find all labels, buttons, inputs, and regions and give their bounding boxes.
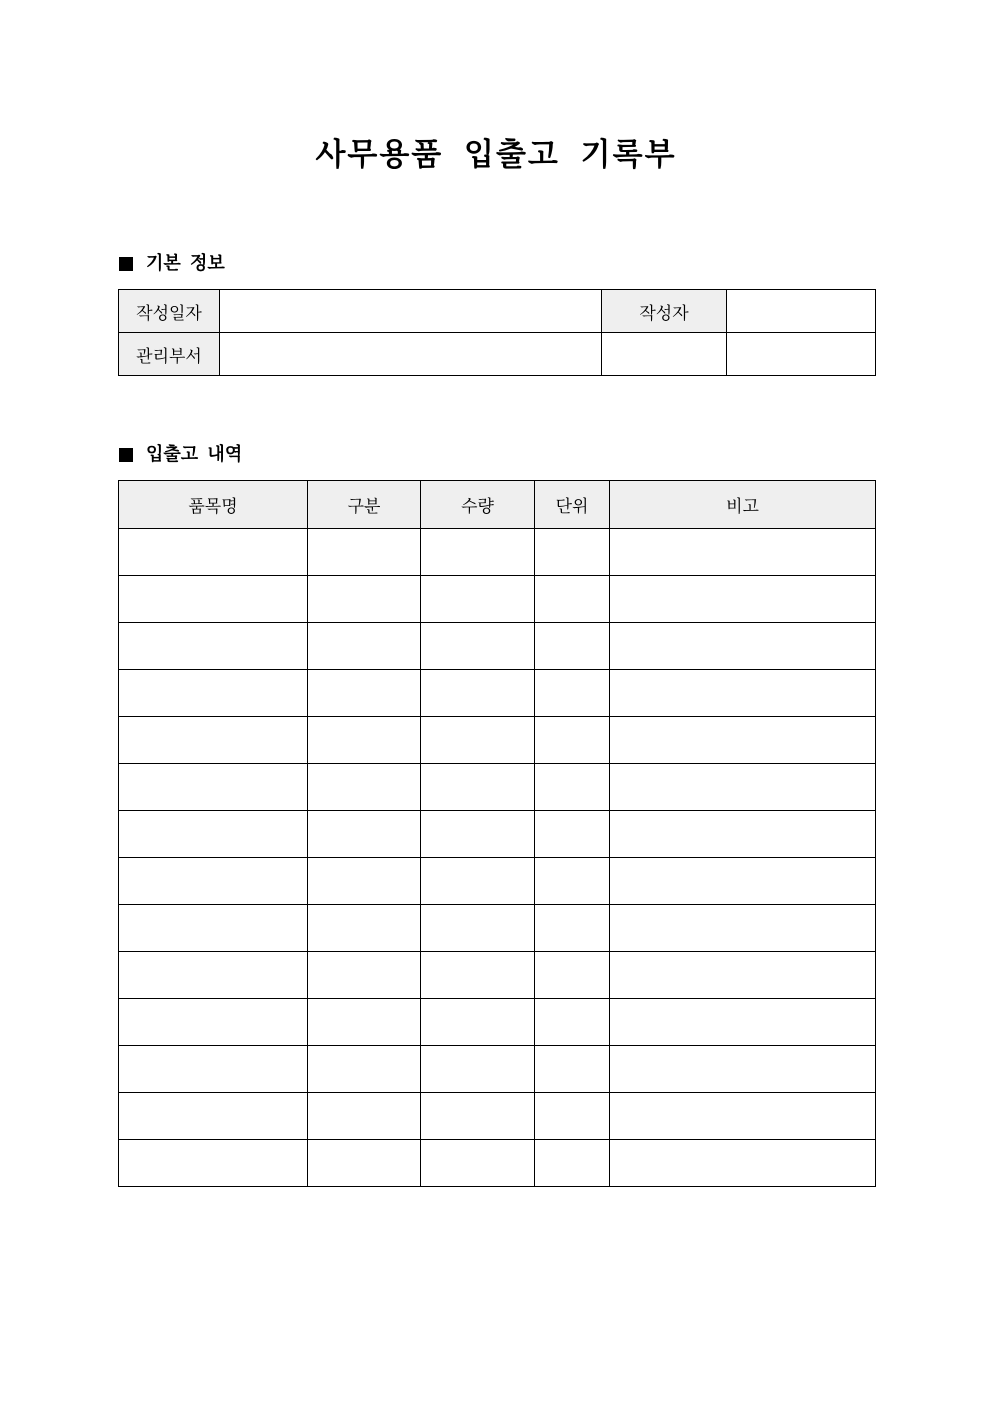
cell-item-name[interactable] [119,1140,308,1187]
cell-remarks[interactable] [610,811,876,858]
cell-unit[interactable] [535,952,610,999]
table-row [119,811,876,858]
cell-item-name[interactable] [119,576,308,623]
cell-quantity[interactable] [421,858,535,905]
cell-item-name[interactable] [119,670,308,717]
cell-quantity[interactable] [421,529,535,576]
table-row [119,623,876,670]
label-department: 관리부서 [119,333,220,376]
cell-quantity[interactable] [421,999,535,1046]
date-field[interactable] [220,290,602,333]
table-header-row [119,481,876,529]
cell-remarks[interactable] [610,1140,876,1187]
cell-unit[interactable] [535,811,610,858]
cell-unit[interactable] [535,858,610,905]
cell-quantity[interactable] [421,764,535,811]
cell-item-name[interactable] [119,811,308,858]
cell-type[interactable] [308,576,421,623]
cell-item-name[interactable] [119,529,308,576]
cell-remarks[interactable] [610,717,876,764]
cell-type[interactable] [308,764,421,811]
cell-quantity[interactable] [421,623,535,670]
cell-quantity[interactable] [421,1046,535,1093]
cell-unit[interactable] [535,623,610,670]
cell-type[interactable] [308,529,421,576]
cell-type[interactable] [308,1046,421,1093]
cell-item-name[interactable] [119,764,308,811]
cell-type[interactable] [308,670,421,717]
cell-unit[interactable] [535,670,610,717]
cell-item-name[interactable] [119,623,308,670]
cell-quantity[interactable] [421,1140,535,1187]
cell-item-name[interactable] [119,952,308,999]
basic-info-table [118,289,876,376]
table-row [119,576,876,623]
cell-type[interactable] [308,623,421,670]
cell-unit[interactable] [535,905,610,952]
table-row [119,858,876,905]
cell-remarks[interactable] [610,576,876,623]
table-row [119,1140,876,1187]
cell-type[interactable] [308,717,421,764]
document-title: 사무용품 입출고 기록부 [315,137,677,173]
cell-item-name[interactable] [119,1046,308,1093]
section-heading-label: 기본 정보 [146,253,225,274]
table-row [119,1093,876,1140]
cell-remarks[interactable] [610,999,876,1046]
column-header-quantity: 수량 [421,481,535,529]
cell-quantity[interactable] [421,670,535,717]
cell-unit[interactable] [535,999,610,1046]
cell-quantity[interactable] [421,811,535,858]
cell-unit[interactable] [535,576,610,623]
table-row [119,717,876,764]
cell-type[interactable] [308,999,421,1046]
cell-type[interactable] [308,1140,421,1187]
cell-type[interactable] [308,1093,421,1140]
cell-quantity[interactable] [421,905,535,952]
section-heading-log [119,443,242,467]
author-field[interactable] [727,290,876,333]
column-header-type: 구분 [308,481,421,529]
cell-item-name[interactable] [119,858,308,905]
table-row [119,529,876,576]
cell-item-name[interactable] [119,717,308,764]
section-heading-basic-info [119,252,225,276]
cell-item-name[interactable] [119,1093,308,1140]
column-header-item-name: 품목명 [119,481,308,529]
cell-item-name[interactable] [119,905,308,952]
extra-value-cell[interactable] [727,333,876,376]
cell-remarks[interactable] [610,858,876,905]
square-bullet-icon [119,448,133,462]
cell-unit[interactable] [535,717,610,764]
column-header-unit: 단위 [535,481,610,529]
cell-remarks[interactable] [610,1093,876,1140]
cell-type[interactable] [308,952,421,999]
cell-type[interactable] [308,905,421,952]
table-row [119,999,876,1046]
square-bullet-icon [119,257,133,271]
cell-unit[interactable] [535,1093,610,1140]
cell-quantity[interactable] [421,952,535,999]
column-header-remarks: 비고 [610,481,876,529]
cell-unit[interactable] [535,1140,610,1187]
table-row [119,333,876,376]
table-row [119,1046,876,1093]
extra-label-cell[interactable] [602,333,727,376]
cell-remarks[interactable] [610,764,876,811]
cell-unit[interactable] [535,764,610,811]
cell-quantity[interactable] [421,1093,535,1140]
cell-remarks[interactable] [610,1046,876,1093]
cell-unit[interactable] [535,529,610,576]
cell-quantity[interactable] [421,576,535,623]
table-row [119,905,876,952]
cell-remarks[interactable] [610,952,876,999]
cell-remarks[interactable] [610,670,876,717]
cell-item-name[interactable] [119,999,308,1046]
table-row [119,670,876,717]
cell-remarks[interactable] [610,623,876,670]
cell-quantity[interactable] [421,717,535,764]
section-heading-label: 입출고 내역 [146,444,243,465]
cell-type[interactable] [308,858,421,905]
label-date: 작성일자 [119,290,220,333]
cell-type[interactable] [308,811,421,858]
cell-unit[interactable] [535,1046,610,1093]
table-row [119,764,876,811]
inout-log-table [118,480,876,1187]
cell-remarks[interactable] [610,905,876,952]
department-field[interactable] [220,333,602,376]
cell-remarks[interactable] [610,529,876,576]
label-author: 작성자 [602,290,727,333]
table-row [119,952,876,999]
table-row [119,290,876,333]
